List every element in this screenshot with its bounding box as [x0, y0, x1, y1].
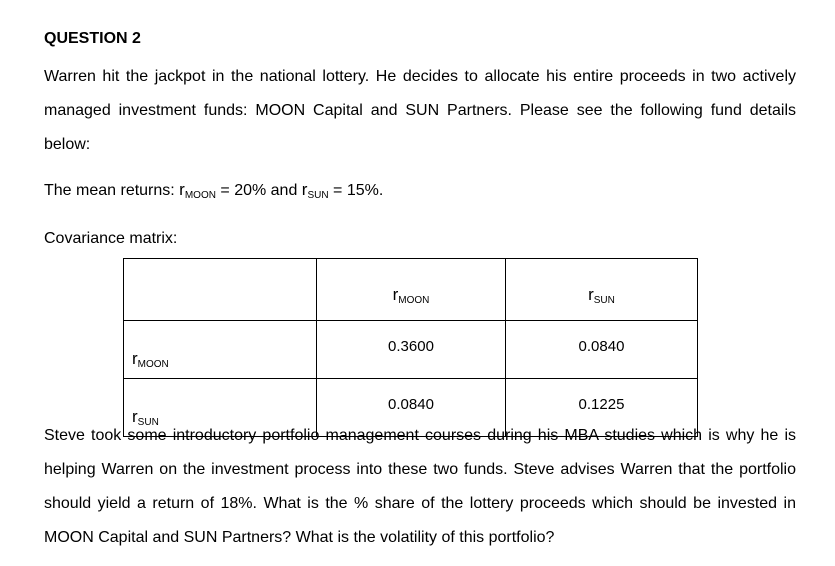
table-corner-cell	[124, 259, 317, 321]
sun-return-value: = 15%.	[328, 182, 384, 199]
covariance-matrix-table	[123, 258, 698, 437]
moon-return-value: = 20% and	[215, 182, 302, 199]
sun-return-symbol: r	[301, 180, 308, 199]
moon-return-symbol: r	[179, 180, 185, 199]
cell-moon-moon: 0.3600	[317, 321, 506, 379]
row-header-subscript: MOON	[137, 359, 169, 370]
column-header-moon	[317, 259, 506, 321]
row-header-moon	[124, 321, 317, 379]
column-header-symbol: r	[392, 285, 399, 304]
table-header-row	[124, 259, 698, 321]
intro-paragraph: Warren hit the jackpot in the national lottery. He decides to allocate his entire proceeds in two actively managed investment funds: MOON Capital and SUN Partners. Please see the following fund details below:	[44, 68, 796, 153]
row-header-symbol: r	[132, 407, 138, 426]
cell-moon-sun: 0.0840	[506, 321, 698, 379]
task-paragraph: Steve took some introductory portfolio management courses during his MBA studies which is why he is helping Warren on the investment process into these two funds. Steve advises Warren that the portfolio should yield a return of 18%. What is the % share of the lottery proceeds which should be invested in MOON Capital and SUN Partners? What is the volatility of this portfolio?	[44, 427, 796, 546]
column-header-subscript: MOON	[398, 295, 430, 306]
row-header-symbol: r	[132, 349, 138, 368]
cell-sun-moon: 0.0840	[317, 379, 506, 437]
question-heading: QUESTION 2	[44, 30, 141, 47]
column-header-symbol: r	[588, 285, 594, 304]
moon-return-subscript: MOON	[184, 190, 216, 201]
column-header-subscript: SUN	[593, 295, 615, 306]
row-header-subscript: SUN	[137, 417, 159, 428]
covariance-label: Covariance matrix:	[44, 230, 178, 247]
table-row-moon	[124, 321, 698, 379]
cell-sun-sun: 0.1225	[506, 379, 698, 437]
sun-return-subscript: SUN	[307, 190, 329, 201]
returns-prefix: The mean returns:	[44, 182, 180, 199]
column-header-sun	[506, 259, 698, 321]
mean-returns-line	[44, 180, 383, 201]
